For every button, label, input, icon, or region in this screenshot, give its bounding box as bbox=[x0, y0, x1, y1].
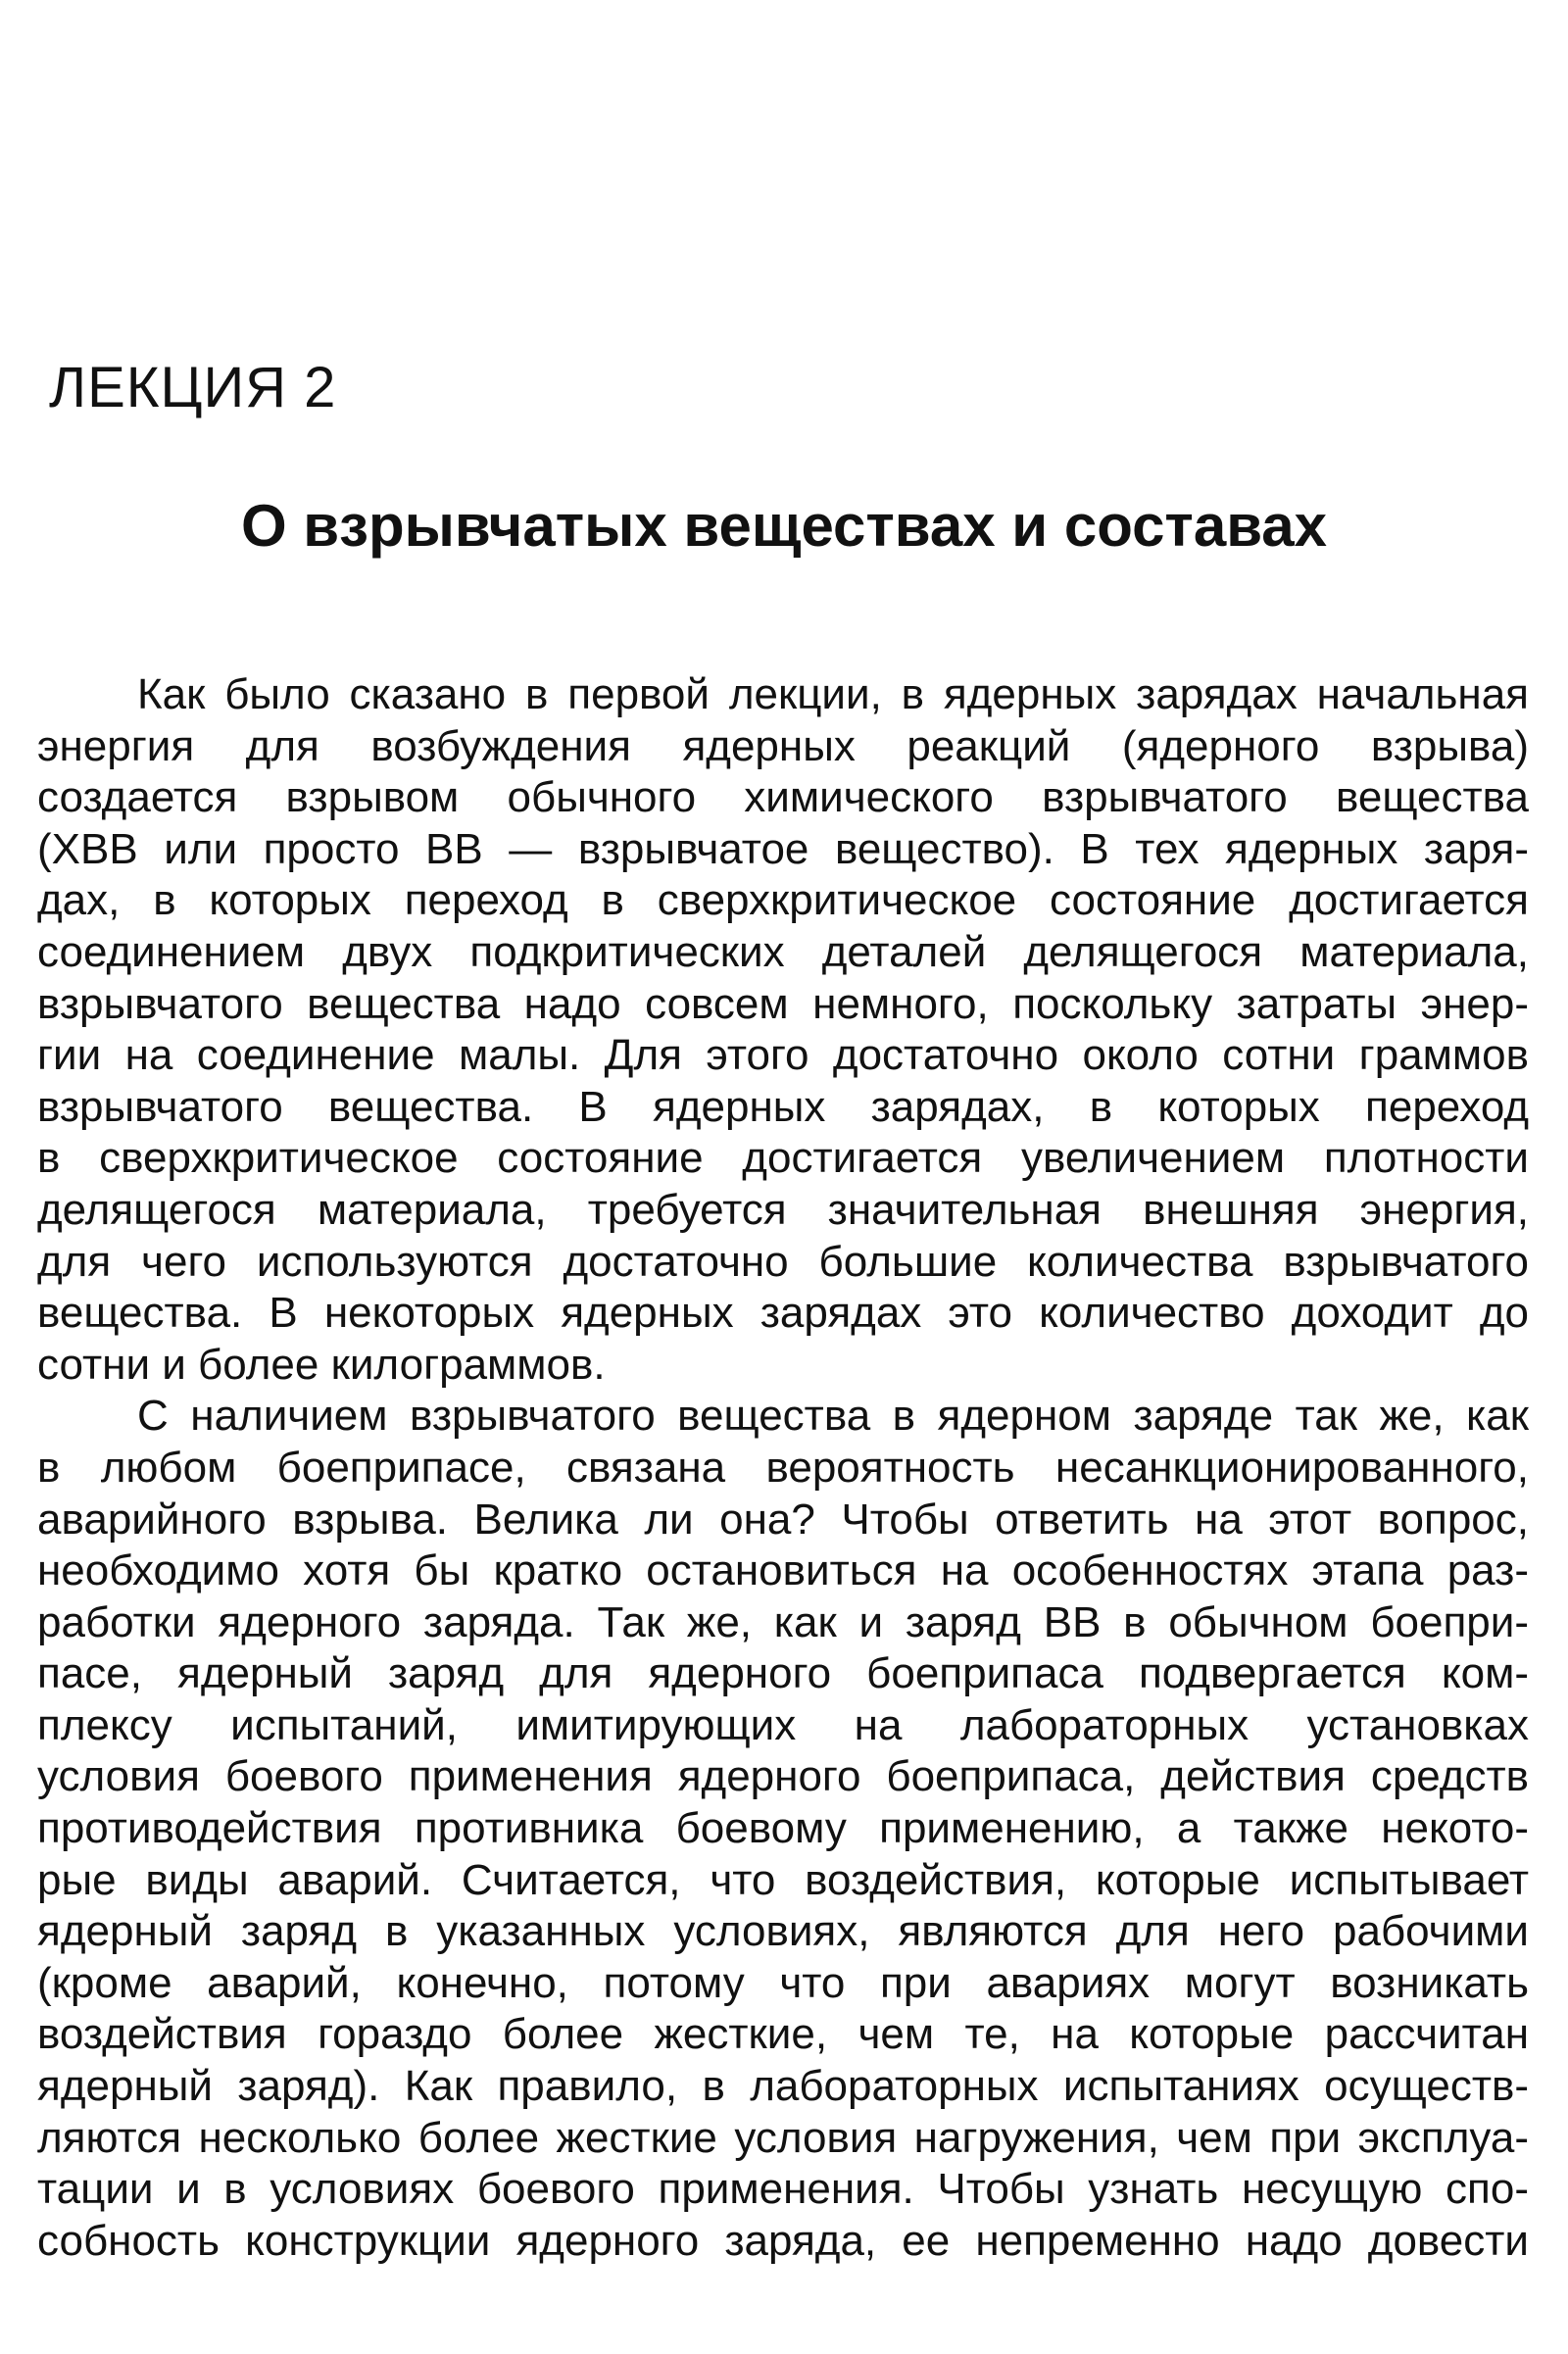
paragraph-2-line: в любом боеприпасе, связана вероятность несанкционированного, bbox=[37, 1443, 1529, 1492]
paragraph-2-line: противодействия противника боевому применению, а также некото- bbox=[37, 1804, 1529, 1853]
paragraph-2-line: воздействия гораздо более жесткие, чем те, на которые рассчитан bbox=[37, 2010, 1529, 2059]
paragraph-2-line: (кроме аварий, конечно, потому что при авариях могут возникать bbox=[37, 1958, 1529, 2007]
body-text bbox=[37, 669, 1529, 2267]
paragraph-2-line: ляются несколько более жесткие условия нагружения, чем при эксплуа- bbox=[37, 2113, 1529, 2162]
paragraph-2-line: аварийного взрыва. Велика ли она? Чтобы ответить на этот вопрос, bbox=[37, 1495, 1529, 1544]
paragraph-1-line: гии на соединение малы. Для этого достаточно около сотни граммов bbox=[37, 1031, 1529, 1080]
paragraph-2-line: работки ядерного заряда. Так же, как и заряд ВВ в обычном боепри- bbox=[37, 1597, 1529, 1646]
paragraph-2-line: пасе, ядерный заряд для ядерного боеприпаса подвергается ком- bbox=[37, 1649, 1529, 1698]
paragraph-1-line: соединением двух подкритических деталей делящегося материала, bbox=[37, 927, 1529, 976]
lecture-label: ЛЕКЦИЯ 2 bbox=[49, 356, 337, 419]
paragraph-2-line: С наличием взрывчатого вещества в ядерном заряде так же, как bbox=[137, 1392, 1529, 1441]
page-title: О взрывчатых веществах и составах bbox=[240, 493, 1328, 559]
paragraph-2-line: собность конструкции ядерного заряда, ее непременно надо довести bbox=[37, 2216, 1529, 2265]
paragraph-1-line: (ХВВ или просто ВВ — взрывчатое вещество). В тех ядерных заря- bbox=[37, 824, 1529, 873]
paragraph-2-line: условия боевого применения ядерного боеприпаса, действия средств bbox=[37, 1752, 1529, 1801]
paragraph-2-line: ядерный заряд в указанных условиях, являются для него рабочими bbox=[37, 1907, 1529, 1956]
paragraph-2-line: необходимо хотя бы кратко остановиться на особенностях этапа раз- bbox=[37, 1546, 1529, 1595]
paragraph-1-line: энергия для возбуждения ядерных реакций (ядерного взрыва) bbox=[37, 721, 1529, 770]
paragraph-2-line: ядерный заряд). Как правило, в лабораторных испытаниях осуществ- bbox=[37, 2062, 1529, 2111]
paragraph-1-line: в сверхкритическое состояние достигается увеличением плотности bbox=[37, 1134, 1529, 1183]
paragraph-1-line: дах, в которых переход в сверхкритическое состояние достигается bbox=[37, 876, 1529, 925]
paragraph-1-line: Как было сказано в первой лекции, в ядерных зарядах начальная bbox=[137, 670, 1529, 718]
paragraph-1-line: для чего используются достаточно большие количества взрывчатого bbox=[37, 1237, 1529, 1286]
paragraph-2-line: рые виды аварий. Считается, что воздействия, которые испытывает bbox=[37, 1855, 1529, 1904]
paragraph-2-line: тации и в условиях боевого применения. Чтобы узнать несущую спо- bbox=[37, 2165, 1529, 2214]
paragraph-2-line: плексу испытаний, имитирующих на лабораторных установках bbox=[37, 1700, 1529, 1749]
paragraph-1-line: взрывчатого вещества. В ядерных зарядах, в которых переход bbox=[37, 1082, 1529, 1131]
paragraph-1-line: сотни и более килограммов. bbox=[37, 1340, 606, 1389]
paragraph-1-line: вещества. В некоторых ядерных зарядах это количество доходит до bbox=[37, 1289, 1529, 1338]
paragraph-1-line: делящегося материала, требуется значительная внешняя энергия, bbox=[37, 1185, 1529, 1234]
paragraph-1-line: взрывчатого вещества надо совсем немного, поскольку затраты энер- bbox=[37, 979, 1529, 1028]
paragraph-1-line: создается взрывом обычного химического взрывчатого вещества bbox=[37, 773, 1529, 822]
